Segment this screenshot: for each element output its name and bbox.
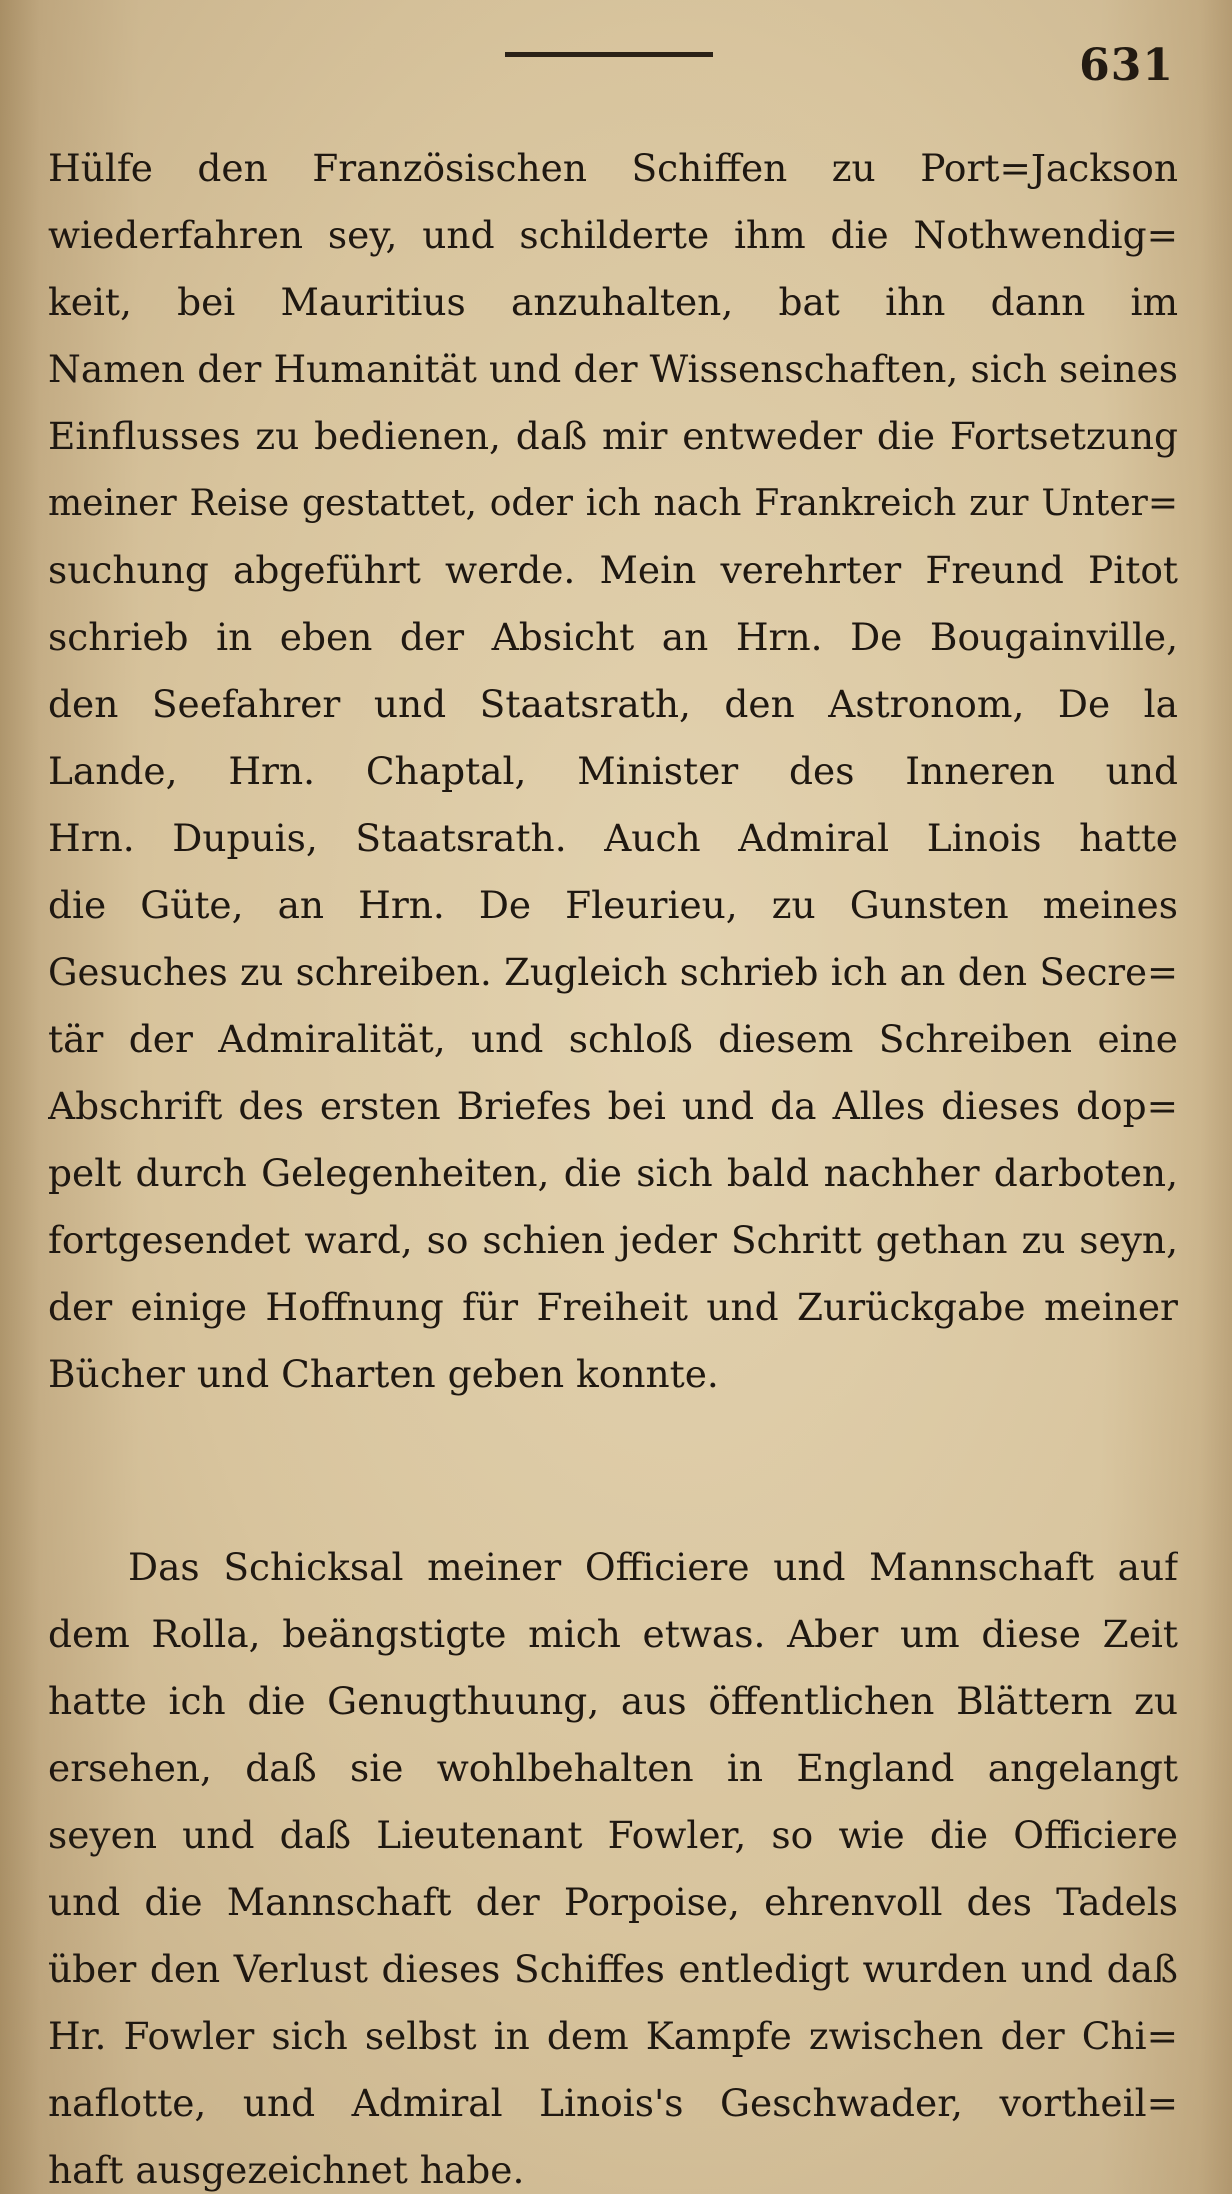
text-line: Lande, Hrn. Chaptal, Minister des Inneren und xyxy=(48,749,1178,793)
text-line: fortgesendet ward, so schien jeder Schritt gethan zu seyn, xyxy=(48,1218,1178,1262)
text-line: dem Rolla, beängstigte mich etwas. Aber um diese Zeit xyxy=(48,1612,1178,1656)
text-line: wiederfahren sey, und schilderte ihm die Nothwendig= xyxy=(48,213,1178,257)
text-line: Einflusses zu bedienen, daß mir entweder die Fortsetzung xyxy=(48,414,1178,458)
text-line: haft ausgezeichnet habe. xyxy=(48,2148,525,2192)
text-line: den Seefahrer und Staatsrath, den Astronom, De la xyxy=(48,682,1178,726)
page-number: 631 xyxy=(1079,40,1174,91)
text-line: Das Schicksal meiner Officiere und Mannschaft auf xyxy=(128,1545,1178,1589)
text-line: ersehen, daß sie wohlbehalten in England angelangt xyxy=(48,1746,1178,1790)
text-line: suchung abgeführt werde. Mein verehrter Freund Pitot xyxy=(48,548,1178,592)
text-line: Namen der Humanität und der Wissenschaften, sich seines xyxy=(48,347,1178,391)
text-line: hatte ich die Genugthuung, aus öffentlichen Blättern zu xyxy=(48,1679,1178,1723)
text-line: über den Verlust dieses Schiffes entledigt wurden und daß xyxy=(48,1947,1178,1991)
paragraph-2 xyxy=(48,1534,1178,2194)
text-line: der einige Hoffnung für Freiheit und Zurückgabe meiner xyxy=(48,1285,1178,1329)
text-line: naflotte, und Admiral Linois's Geschwader, vortheil= xyxy=(48,2081,1178,2125)
paragraph-gap xyxy=(48,1408,1178,1534)
text-line: meiner Reise gestattet, oder ich nach Frankreich zur Unter= xyxy=(48,483,1178,524)
paragraph-1 xyxy=(48,135,1178,1408)
text-line: Hrn. Dupuis, Staatsrath. Auch Admiral Linois hatte xyxy=(48,816,1178,860)
text-line: die Güte, an Hrn. De Fleurieu, zu Gunsten meines xyxy=(48,883,1178,927)
text-line: Hr. Fowler sich selbst in dem Kampfe zwischen der Chi= xyxy=(48,2014,1178,2058)
text-line: tär der Admiralität, und schloß diesem Schreiben eine xyxy=(48,1017,1178,1061)
page-body xyxy=(48,135,1178,2194)
text-line: Abschrift des ersten Briefes bei und da Alles dieses dop= xyxy=(48,1084,1178,1128)
text-line: pelt durch Gelegenheiten, die sich bald nachher darboten, xyxy=(48,1151,1178,1195)
text-line: seyen und daß Lieutenant Fowler, so wie die Officiere xyxy=(48,1813,1178,1857)
text-line: keit, bei Mauritius anzuhalten, bat ihn dann im xyxy=(48,280,1178,324)
text-line: Bücher und Charten geben konnte. xyxy=(48,1352,719,1396)
text-line: schrieb in eben der Absicht an Hrn. De Bougainville, xyxy=(48,615,1178,659)
text-line: Gesuches zu schreiben. Zugleich schrieb ich an den Secre= xyxy=(48,951,1178,994)
text-line: Hülfe den Französischen Schiffen zu Port=Jackson xyxy=(48,146,1178,190)
header-rule xyxy=(505,52,713,57)
text-line: und die Mannschaft der Porpoise, ehrenvoll des Tadels xyxy=(48,1880,1178,1924)
